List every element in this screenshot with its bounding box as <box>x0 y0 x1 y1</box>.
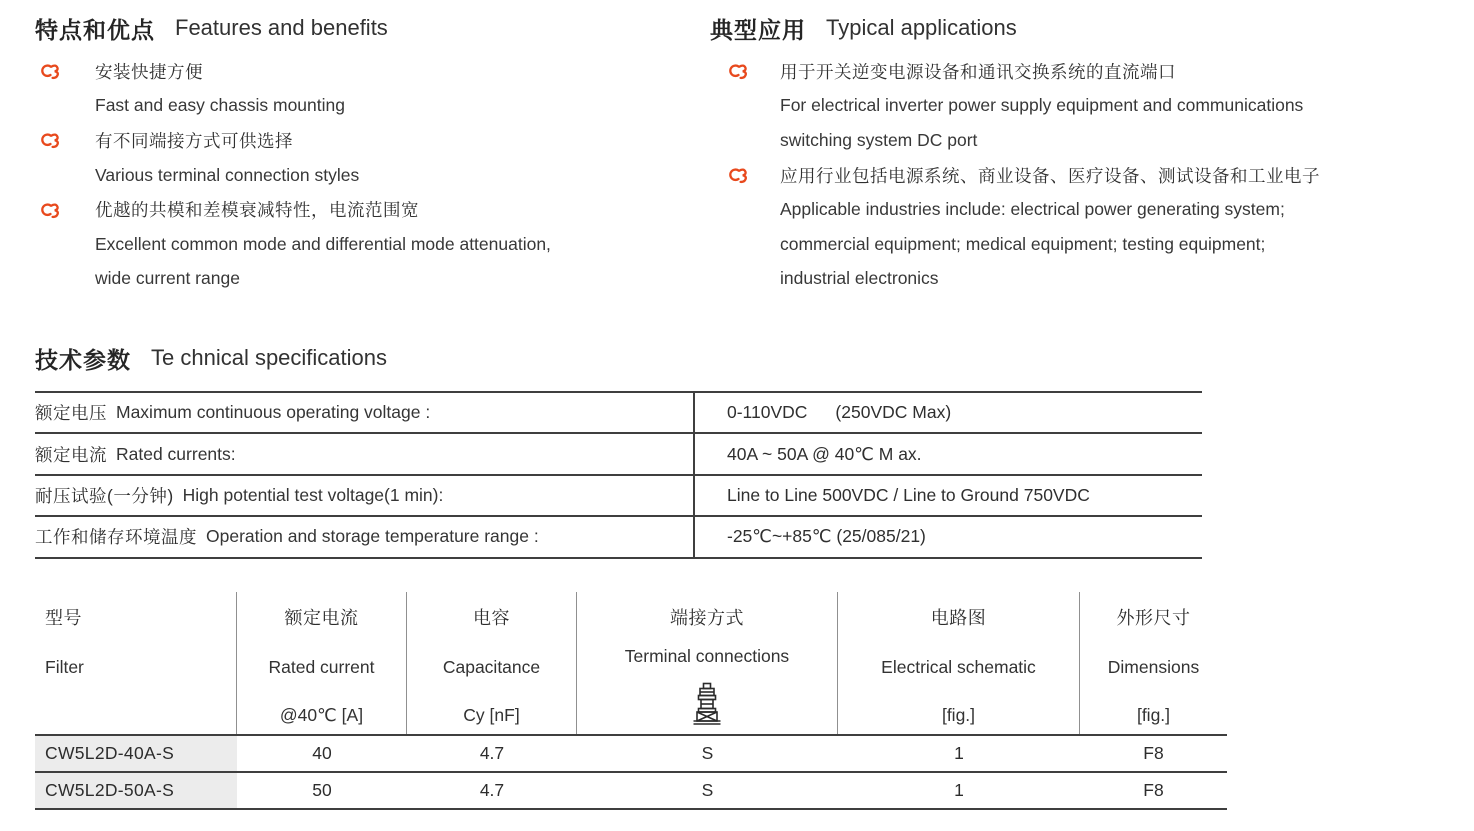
feature-text-en: Fast and easy chassis mounting <box>95 95 345 116</box>
spec-label-en: Rated currents: <box>116 443 236 464</box>
column-header-en: Dimensions <box>1107 656 1200 677</box>
column-header-sub: [fig.] <box>1136 705 1171 725</box>
list-item <box>710 192 1460 227</box>
applications-heading <box>710 10 1460 46</box>
spec-row-hipot-test <box>35 476 1202 517</box>
specifications-title-en: Te chnical specifications <box>151 345 388 370</box>
column-header-zh: 电路图 <box>930 608 987 628</box>
column-header-en: Filter <box>45 656 84 677</box>
feature-text-zh: 优越的共模和差模衰减特性，电流范围宽 <box>95 200 419 221</box>
column-header-sub: @40℃ [A] <box>279 705 364 725</box>
applications-section <box>710 10 1460 296</box>
list-item <box>710 54 1460 89</box>
application-text-en: industrial electronics <box>780 268 939 289</box>
applications-title-en: Typical applications <box>826 15 1017 40</box>
bullet-icon <box>38 201 61 218</box>
feature-text-zh: 有不同端接方式可供选择 <box>95 130 293 151</box>
cell-capacitance: 4.7 <box>479 780 505 800</box>
spec-value-note: (250VDC Max) <box>835 402 952 423</box>
bullet-icon <box>38 132 61 149</box>
specifications-heading <box>35 340 387 376</box>
cell-dimensions: F8 <box>1143 780 1164 800</box>
product-table <box>35 592 1227 810</box>
cell-schematic: 1 <box>954 780 964 800</box>
cell-model: CW5L2D-50A-S <box>35 773 237 808</box>
applications-title-zh: 典型应用 <box>710 16 806 43</box>
features-heading <box>35 10 685 46</box>
table-row <box>35 736 1227 773</box>
column-header-zh: 外形尺寸 <box>1116 608 1191 628</box>
cell-capacitance: 4.7 <box>479 743 505 763</box>
column-header-sub: [fig.] <box>941 705 976 725</box>
list-item <box>35 192 685 227</box>
spec-label <box>35 476 695 515</box>
list-item <box>35 89 685 124</box>
application-text-en: commercial equipment; medical equipment; testing equipment; <box>780 233 1266 254</box>
application-text-zh: 应用行业包括电源系统、商业设备、医疗设备、测试设备和工业电子 <box>780 165 1320 186</box>
spec-label-zh: 工作和储存环境温度 <box>35 527 197 548</box>
table-row <box>35 773 1227 810</box>
spec-value <box>695 476 1202 515</box>
list-item <box>35 123 685 158</box>
spec-label <box>35 517 695 556</box>
feature-text-en: Various terminal connection styles <box>95 164 360 185</box>
application-text-en: switching system DC port <box>780 129 978 150</box>
application-text-en: Applicable industries include: electrical power generating system; <box>780 199 1285 220</box>
spec-label-zh: 耐压试验(一分钟) <box>35 485 174 506</box>
cell-rated-current: 40 <box>312 743 332 763</box>
column-header-en: Capacitance <box>442 656 541 677</box>
features-section <box>35 10 685 296</box>
features-title-zh: 特点和优点 <box>35 16 155 43</box>
cell-rated-current: 50 <box>312 780 332 800</box>
column-header-dimensions <box>1080 592 1227 734</box>
column-header-sub: Cy [nF] <box>463 705 520 725</box>
spec-value <box>695 393 1202 432</box>
column-header-en: Terminal connections <box>624 645 790 666</box>
spec-value <box>695 434 1202 473</box>
column-header-en: Rated current <box>268 656 375 677</box>
cell-schematic: 1 <box>954 743 964 763</box>
column-header-terminal-connections <box>577 592 838 734</box>
list-item <box>35 227 685 262</box>
column-header-filter <box>35 592 237 734</box>
spec-value-text: Line to Line 500VDC / Line to Ground 750VDC <box>727 484 1090 505</box>
list-item <box>710 262 1460 297</box>
list-item <box>35 262 685 297</box>
bullet-icon <box>38 63 61 80</box>
spec-label <box>35 434 695 473</box>
application-text-en: For electrical inverter power supply equipment and communications <box>780 95 1304 116</box>
column-header-en: Electrical schematic <box>881 656 1036 677</box>
cell-terminal: S <box>701 780 714 800</box>
feature-text-en: wide current range <box>95 268 240 289</box>
spec-row-max-voltage <box>35 393 1202 434</box>
cell-terminal: S <box>701 743 714 763</box>
spec-value-text: 0-110VDC <box>727 402 808 423</box>
column-header-zh: 电容 <box>473 608 510 628</box>
spec-label <box>35 393 695 432</box>
specifications-table <box>35 391 1202 559</box>
spec-row-temperature-range <box>35 517 1202 558</box>
list-item <box>710 89 1460 124</box>
spec-label-zh: 额定电流 <box>35 444 107 465</box>
column-header-rated-current <box>237 592 407 734</box>
list-item <box>35 158 685 193</box>
spec-label-zh: 额定电压 <box>35 403 107 424</box>
feature-text-zh: 安装快捷方便 <box>95 61 203 82</box>
spec-value-text: -25℃~+85℃ (25/085/21) <box>727 526 926 547</box>
spec-label-en: High potential test voltage(1 min): <box>182 484 444 505</box>
bullet-icon <box>726 167 749 184</box>
features-title-en: Features and benefits <box>175 15 388 40</box>
spec-row-rated-current <box>35 434 1202 475</box>
spec-label-en: Operation and storage temperature range : <box>206 526 539 547</box>
spec-value <box>695 517 1202 556</box>
specifications-title-zh: 技术参数 <box>35 346 131 373</box>
feature-text-en: Excellent common mode and differential mode attenuation, <box>95 233 551 254</box>
bullet-icon <box>726 63 749 80</box>
list-item <box>710 227 1460 262</box>
features-list <box>35 54 685 296</box>
column-header-electrical-schematic <box>838 592 1080 734</box>
applications-list <box>710 54 1460 296</box>
list-item <box>35 54 685 89</box>
cell-model: CW5L2D-40A-S <box>35 736 237 771</box>
column-header-capacitance <box>407 592 577 734</box>
product-table-header <box>35 592 1227 736</box>
spec-value-text: 40A ~ 50A @ 40℃ M ax. <box>727 443 922 464</box>
column-header-zh: 型号 <box>45 608 82 628</box>
spec-label-en: Maximum continuous operating voltage : <box>116 402 431 423</box>
cell-dimensions: F8 <box>1143 743 1164 763</box>
list-item <box>710 158 1460 193</box>
terminal-stud-icon <box>691 682 723 726</box>
column-header-zh: 额定电流 <box>284 608 359 628</box>
column-header-zh: 端接方式 <box>670 608 744 628</box>
application-text-zh: 用于开关逆变电源设备和通讯交换系统的直流端口 <box>780 61 1176 82</box>
list-item <box>710 123 1460 158</box>
